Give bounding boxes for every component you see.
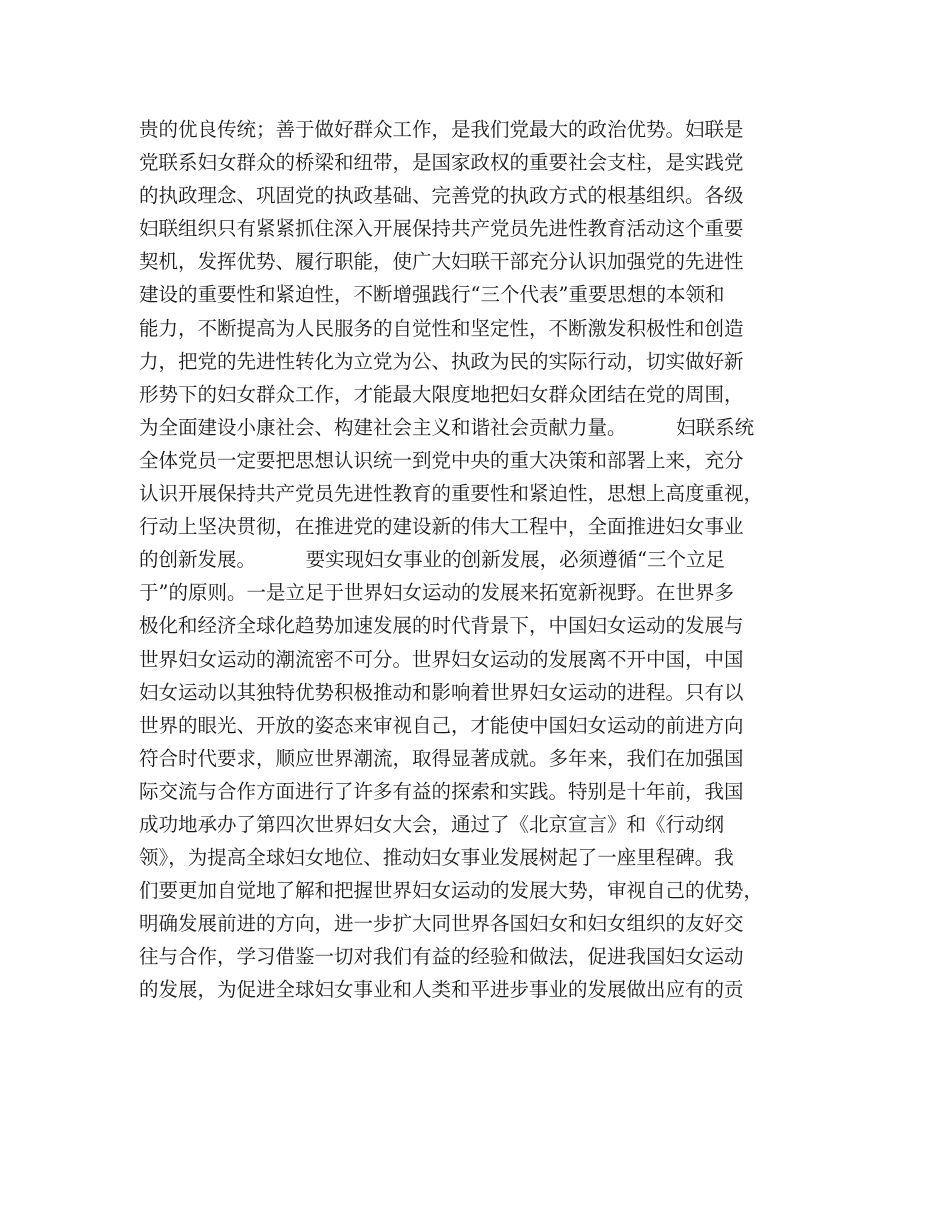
text-line: 行动上坚决贯彻，在推进党的建设新的伟大工程中，全面推进妇女事业 [139,515,744,539]
text-line: 往与合作，学习借鉴一切对我们有益的经验和做法，促进我国妇女运动 [139,945,744,969]
text-line: 党联系妇女群众的桥梁和纽带，是国家政权的重要社会支柱，是实践党 [139,151,744,175]
text-line: 形势下的妇女群众工作，才能最大限度地把妇女群众团结在党的周围， [139,382,744,406]
body-text [139,113,819,1007]
text-line: 认识开展保持共产党员先进性教育的重要性和紧迫性，思想上高度重视， [139,482,764,506]
text-line: 的创新发展。 要实现妇女事业的创新发展，必须遵循“三个立足 [139,548,726,572]
text-line: 的发展，为促进全球妇女事业和人类和平进步事业的发展做出应有的贡 [139,978,744,1002]
text-line: 能力，不断提高为人民服务的自觉性和坚定性，不断激发积极性和创造 [139,316,744,340]
text-line: 建设的重要性和紧迫性，不断增强践行“三个代表”重要思想的本领和 [139,283,725,307]
text-line: 全体党员一定要把思想认识统一到党中央的重大决策和部署上来，充分 [139,448,744,472]
text-line: 为全面建设小康社会、构建社会主义和谐社会贡献力量。 妇联系统 [139,415,755,439]
text-line: 世界妇女运动的潮流密不可分。世界妇女运动的发展离不开中国，中国 [139,647,744,671]
text-line: 于”的原则。一是立足于世界妇女运动的发展来拓宽新视野。在世界多 [139,581,734,605]
text-line: 极化和经济全球化趋势加速发展的时代背景下，中国妇女运动的发展与 [139,614,744,638]
text-line: 世界的眼光、开放的姿态来审视自己，才能使中国妇女运动的前进方向 [139,713,744,737]
text-line: 妇联组织只有紧紧抓住深入开展保持共产党员先进性教育活动这个重要 [139,217,744,241]
text-line: 力，把党的先进性转化为立党为公、执政为民的实际行动，切实做好新 [139,349,744,373]
text-line: 际交流与合作方面进行了许多有益的探索和实践。特别是十年前，我国 [139,779,744,803]
text-line: 贵的优良传统；善于做好群众工作，是我们党最大的政治优势。妇联是 [139,118,744,141]
text-line: 符合时代要求，顺应世界潮流，取得显著成就。多年来，我们在加强国 [139,746,744,770]
text-line: 妇女运动以其独特优势积极推动和影响着世界妇女运动的进程。只有以 [139,680,744,704]
text-line: 契机，发挥优势、履行职能，使广大妇联干部充分认识加强党的先进性 [139,250,744,274]
text-line: 领》，为提高全球妇女地位、推动妇女事业发展树起了一座里程碑。我 [139,846,734,870]
text-line: 明确发展前进的方向，进一步扩大同世界各国妇女和妇女组织的友好交 [139,912,744,936]
text-line: 的执政理念、巩固党的执政基础、完善党的执政方式的根基组织。各级 [139,184,744,208]
text-line: 们要更加自觉地了解和把握世界妇女运动的发展大势，审视自己的优势， [139,879,764,903]
text-line: 成功地承办了第四次世界妇女大会，通过了《北京宣言》和《行动纲 [139,812,725,836]
